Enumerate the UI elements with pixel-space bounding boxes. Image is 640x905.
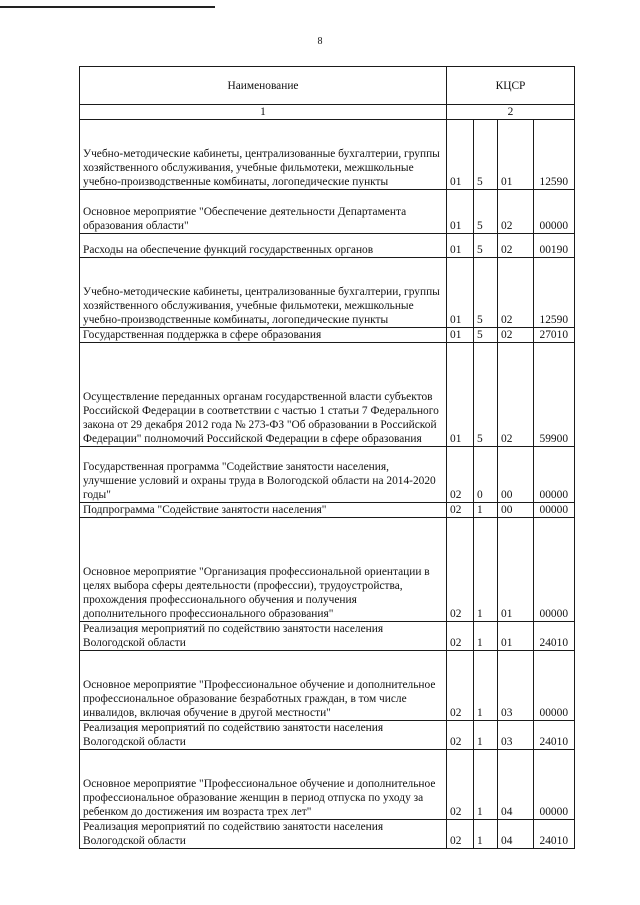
row-code-program: 5: [474, 234, 498, 258]
table-row: [80, 750, 575, 820]
row-name: Учебно-методические кабинеты, централизованные бухгалтерии, группы хозяйственного обслуживания, учебные фильмотеки, межшкольные учебно-производственные комбинаты, логопедические пункты: [80, 120, 447, 190]
row-code-direction: 24010: [534, 622, 575, 651]
row-code-direction: 24010: [534, 820, 575, 849]
row-code-direction: 12590: [534, 120, 575, 190]
table-row: [80, 343, 575, 447]
table-row: [80, 651, 575, 721]
row-code-section: 01: [447, 234, 474, 258]
row-code-program: 5: [474, 328, 498, 343]
row-code-section: 01: [447, 328, 474, 343]
table-row: [80, 190, 575, 234]
table-header-row: [80, 67, 575, 105]
row-code-direction: 24010: [534, 721, 575, 750]
table-row: [80, 328, 575, 343]
row-code-program: 1: [474, 820, 498, 849]
column-header-code: КЦСР: [447, 67, 575, 105]
table-row: [80, 447, 575, 503]
table-row: [80, 258, 575, 328]
row-code-program: 1: [474, 721, 498, 750]
row-name: Реализация мероприятий по содействию занятости населения Вологодской области: [80, 721, 447, 750]
row-code-section: 01: [447, 343, 474, 447]
row-code-program: 5: [474, 343, 498, 447]
row-code-event: 03: [498, 721, 534, 750]
row-code-section: 02: [447, 622, 474, 651]
row-name: Учебно-методические кабинеты, централизованные бухгалтерии, группы хозяйственного обслуживания, учебные фильмотеки, межшкольные учебно-производственные комбинаты, логопедические пункты: [80, 258, 447, 328]
row-code-program: 1: [474, 750, 498, 820]
row-code-event: 02: [498, 328, 534, 343]
row-name: Основное мероприятие "Профессиональное обучение и дополнительное профессиональное образование безработных граждан, в том числе инвалидов, включая обучение в другой местности": [80, 651, 447, 721]
column-index-name: 1: [80, 105, 447, 120]
row-code-event: 03: [498, 651, 534, 721]
budget-table: [79, 66, 575, 849]
row-code-direction: 00000: [534, 190, 575, 234]
row-name: Основное мероприятие "Организация профессиональной ориентации в целях выбора сферы деятельности (профессии), трудоустройства, прохождения профессионального обучения и получения дополнительного профессионального образования": [80, 518, 447, 622]
row-name: Основное мероприятие "Обеспечение деятельности Департамента образования области": [80, 190, 447, 234]
row-code-program: 1: [474, 503, 498, 518]
top-rule: [0, 6, 215, 8]
row-code-direction: 59900: [534, 343, 575, 447]
row-code-section: 02: [447, 721, 474, 750]
page-number: 8: [317, 36, 323, 47]
row-code-direction: 00190: [534, 234, 575, 258]
row-code-section: 02: [447, 503, 474, 518]
row-code-section: 01: [447, 120, 474, 190]
table-row: [80, 622, 575, 651]
row-code-event: 04: [498, 820, 534, 849]
row-code-direction: 00000: [534, 518, 575, 622]
row-code-event: 01: [498, 518, 534, 622]
table-row: [80, 234, 575, 258]
row-name: Реализация мероприятий по содействию занятости населения Вологодской области: [80, 622, 447, 651]
table-row: [80, 721, 575, 750]
row-name: Подпрограмма "Содействие занятости населения": [80, 503, 447, 518]
row-code-event: 01: [498, 622, 534, 651]
row-code-direction: 27010: [534, 328, 575, 343]
row-name: Осуществление переданных органам государственной власти субъектов Российской Федерации в соответствии с частью 1 статьи 7 Федерального закона от 29 декабря 2012 года № 273-ФЗ "Об образовании в Российской Федерации" полномочий Российской Федерации в сфере образования: [80, 343, 447, 447]
table-row: [80, 820, 575, 849]
row-code-direction: 00000: [534, 447, 575, 503]
row-name: Расходы на обеспечение функций государственных органов: [80, 234, 447, 258]
row-code-event: 02: [498, 343, 534, 447]
row-code-section: 01: [447, 190, 474, 234]
row-code-direction: 00000: [534, 651, 575, 721]
row-code-event: 02: [498, 190, 534, 234]
row-code-program: 5: [474, 258, 498, 328]
row-name: Реализация мероприятий по содействию занятости населения Вологодской области: [80, 820, 447, 849]
table-index-row: [80, 105, 575, 120]
table-row: [80, 518, 575, 622]
row-code-direction: 00000: [534, 750, 575, 820]
row-code-section: 02: [447, 820, 474, 849]
row-code-event: 00: [498, 447, 534, 503]
row-name: Государственная поддержка в сфере образования: [80, 328, 447, 343]
row-code-direction: 12590: [534, 258, 575, 328]
row-code-program: 5: [474, 120, 498, 190]
row-code-direction: 00000: [534, 503, 575, 518]
column-index-code: 2: [447, 105, 575, 120]
row-name: Основное мероприятие "Профессиональное обучение и дополнительное профессиональное образование женщин в период отпуска по уходу за ребенком до достижения им возраста трех лет": [80, 750, 447, 820]
row-code-section: 02: [447, 518, 474, 622]
row-code-event: 00: [498, 503, 534, 518]
row-code-program: 5: [474, 190, 498, 234]
row-code-section: 02: [447, 651, 474, 721]
table-row: [80, 120, 575, 190]
row-code-section: 02: [447, 750, 474, 820]
column-header-name: Наименование: [80, 67, 447, 105]
row-name: Государственная программа "Содействие занятости населения, улучшение условий и охраны труда в Вологодской области на 2014-2020 годы": [80, 447, 447, 503]
row-code-section: 02: [447, 447, 474, 503]
row-code-event: 04: [498, 750, 534, 820]
row-code-program: 0: [474, 447, 498, 503]
row-code-program: 1: [474, 651, 498, 721]
row-code-event: 02: [498, 234, 534, 258]
row-code-event: 01: [498, 120, 534, 190]
row-code-program: 1: [474, 518, 498, 622]
row-code-program: 1: [474, 622, 498, 651]
row-code-section: 01: [447, 258, 474, 328]
table-row: [80, 503, 575, 518]
row-code-event: 02: [498, 258, 534, 328]
